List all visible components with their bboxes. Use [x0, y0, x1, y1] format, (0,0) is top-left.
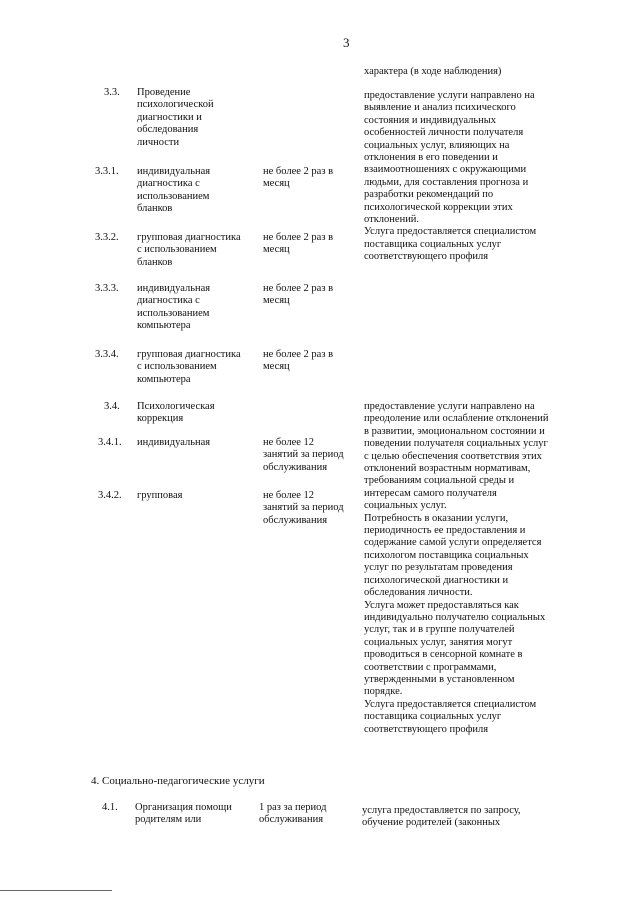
service-description: предоставление услуги направлено на выявление и анализ психического состояния и индивидуальных особенностей личности получателя социальных услуг, влияющих на отклонения в его поведении и взаимоотношениях с окружающими людьми, для составления прогноза и разработки рекомендаций по психологической коррекции этих отклонений. Услуга предоставляется специалистом поставщика социальных услуг соответствующего профиля	[364, 90, 537, 263]
service-frequency: не более 2 раз в месяц	[263, 283, 334, 307]
row-number: 3.3.	[104, 87, 120, 98]
service-name: индивидуальная	[137, 437, 211, 448]
service-frequency: не более 12 занятий за период обслуживания	[263, 437, 344, 473]
service-name: групповая диагностика с использованием бланков	[137, 232, 241, 268]
page-number: 3	[343, 35, 350, 50]
service-name: Организация помощи родителям или	[135, 802, 232, 826]
service-name: Психологическая коррекция	[137, 401, 215, 425]
service-description: предоставление услуги направлено на преодоление или ослабление отклонений в развитии, эмоциональном состоянии и поведении получателя социальных услуг с целью обеспечения соответствия этих отклонений возрастным нормативам, требованиям социальной среды и интересам самого получателя социальных услуг. Потребность в оказании услуги, периодичность ее предоставления и содержание самой услуги определяется психологом поставщика социальных услуг по результатам проведения психологической диагностики и обследования личности. Услуга может предоставляться как индивидуально получателю социальных услуг, так и в группе получателей социальных услуг, занятия могут проводиться в сенсорной комнате в соответствии с программами, утвержденными в установленном порядке. Услуга предоставляется специалистом поставщика социальных услуг соответствующего профиля	[364, 401, 549, 735]
service-name: групповая	[137, 490, 183, 501]
service-frequency: не более 2 раз в месяц	[263, 232, 334, 256]
service-name: индивидуальная диагностика с использованием компьютера	[137, 283, 211, 332]
row-number: 3.3.1.	[95, 166, 119, 177]
service-frequency: не более 12 занятий за период обслуживания	[263, 490, 344, 526]
row-number: 3.4.1.	[98, 437, 122, 448]
service-frequency: не более 2 раз в месяц	[263, 166, 334, 190]
service-name: групповая диагностика с использованием компьютера	[137, 349, 241, 385]
service-description: услуга предоставляется по запросу, обучение родителей (законных	[362, 805, 521, 829]
row-number: 4.1.	[102, 802, 118, 813]
row-number: 3.3.4.	[95, 349, 119, 360]
row-number: 3.3.2.	[95, 232, 119, 243]
service-frequency: 1 раз за период обслуживания	[259, 802, 327, 826]
footnote-rule	[0, 890, 112, 891]
service-name: Проведение психологической диагностики и обследования личности	[137, 87, 214, 148]
continued-description: характера (в ходе наблюдения)	[364, 66, 502, 77]
service-name: индивидуальная диагностика с использованием бланков	[137, 166, 211, 215]
section-title: 4. Социально-педагогические услуги	[91, 775, 265, 787]
row-number: 3.4.	[104, 401, 120, 412]
row-number: 3.3.3.	[95, 283, 119, 294]
row-number: 3.4.2.	[98, 490, 122, 501]
service-frequency: не более 2 раз в месяц	[263, 349, 334, 373]
